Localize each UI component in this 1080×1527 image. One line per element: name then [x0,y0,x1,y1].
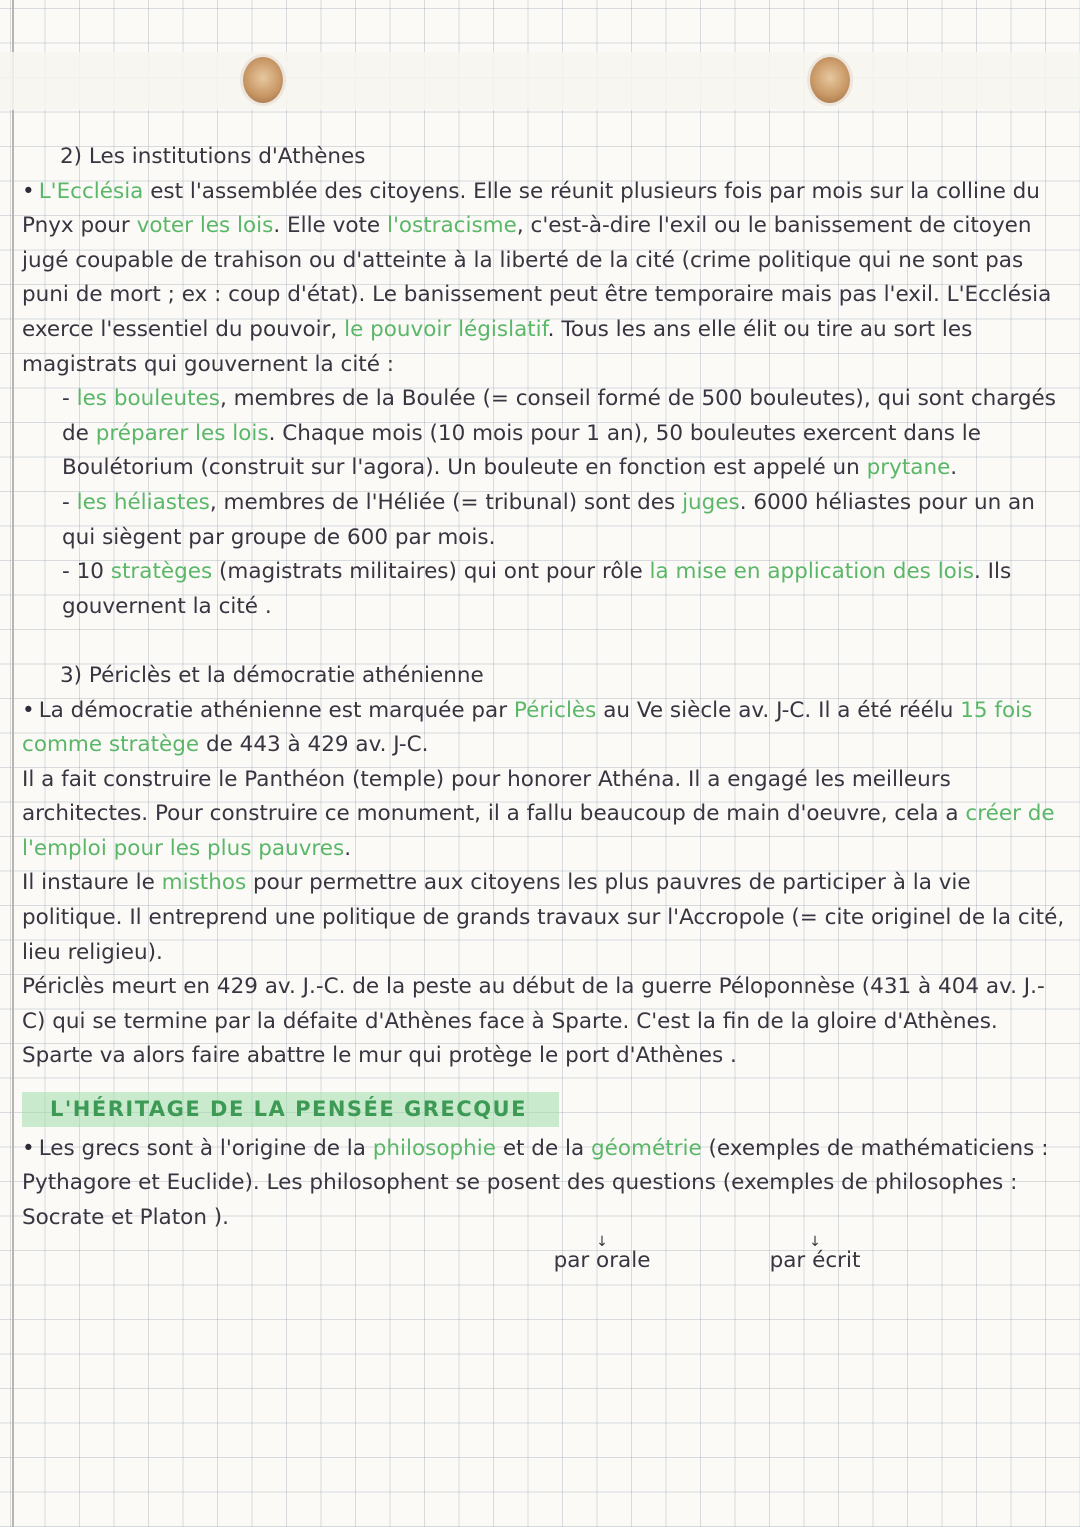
paragraph-pantheon [22,763,1067,867]
list-item-heliastes [22,486,1067,555]
section-pericles [22,659,1067,1074]
highlight-term: stratèges [110,559,213,585]
punch-hole-right [810,57,850,103]
text-run: . Chaque mois (10 mois pour 1 an), 50 bouleutes exercent dans le Boulétorium (construit sur l'agora). Un bouleute en fonction est appelé un [62,420,981,481]
highlight-term: 15 fois comme stratège [22,697,1033,758]
text-run: Les grecs sont à l'origine de la [38,1135,373,1161]
text-run: , membres de la Boulée (= conseil formé de 500 bouleutes), qui sont chargés de [62,386,1056,446]
list-item-bouleutes [22,382,1067,486]
highlight-term: les bouleutes [76,386,220,412]
text-run: et de la [495,1135,592,1161]
text-run: Périclès meurt en 429 av. J.-C. de la peste au début de la guerre Péloponnèse (431 à 404 av. J.-C) qui se termine par la défaite d'Athènes face à Sparte. C'est la fin de la gloire d'Athènes. Sparte va alors faire abattre le mur qui protège le port d'Athènes . [22,974,1045,1069]
margin-line [12,0,14,1527]
text-run: Il a fait construire le Panthéon (temple) pour honorer Athéna. Il a engagé les meilleurs architectes. Pour construire ce monument, il a fallu beaucoup de main d'oeuvre, cela a [22,766,966,827]
text-run: pour permettre aux citoyens les plus pauvres de participer à la vie politique. Il entreprend une politique de grands travaux sur l'Accropole (= cite originel de la cité, lieu religieu). [22,870,1065,965]
text-run: . [950,455,958,481]
text-run: de 443 à 429 av. J-C. [199,732,429,758]
highlight-term: Périclès [513,697,597,723]
text-run: est l'assemblée des citoyens. Elle se réunit plusieurs fois par mois sur la colline du Pnyx pour [22,178,1040,239]
highlight-term: voter les lois [136,213,274,239]
highlight-term: juges [682,489,740,515]
highlight-term: les héliastes [76,489,210,515]
paragraph-heritage [22,1132,1067,1236]
heritage-banner-wrap [22,1092,1067,1128]
heritage-banner: L'HÉRITAGE DE LA PENSÉE GRECQUE [22,1092,559,1127]
highlight-term: philosophie [372,1135,496,1161]
down-arrow-icon: ↓ [596,1234,608,1251]
text-run: . Ils gouvernent la cité . [62,559,1012,619]
annotation-socrate [542,1235,662,1273]
highlight-term: géométrie [591,1135,702,1161]
highlight-term: la mise en application des lois [649,559,975,585]
section-institutions [22,140,1067,624]
highlight-term: préparer les lois [95,420,269,446]
section-heritage [22,1132,1067,1274]
highlight-term: l'ostracisme [387,213,517,239]
text-run: Il instaure le [22,870,162,896]
text-run: - [62,386,77,412]
paragraph-ecclesia [22,175,1067,383]
text-run: , membres de l'Héliée (= tribunal) sont des [209,489,683,515]
notes-content [22,140,1067,1273]
paragraph-misthos [22,866,1067,970]
annotation-socrate-text: par orale [553,1248,651,1274]
highlight-term: misthos [161,870,247,896]
punch-hole-left [243,57,283,103]
binder-band [0,52,1080,110]
annotation-row [22,1235,1067,1273]
section-heading-pericles: 3) Périclès et la démocratie athénienne [60,662,484,688]
down-arrow-icon: ↓ [809,1234,821,1251]
paragraph-pericles-democratie [22,694,1067,763]
highlight-term: L'Ecclésia [38,178,144,204]
text-run: . Elle vote [273,213,387,239]
text-run: (exemples de mathématiciens : Pythagore et Euclide). Les philosophent se posent des questions (exemples de philosophes : Socrate et Platon ). [22,1135,1049,1230]
text-run: - [62,489,77,515]
text-run: La démocratie athénienne est marquée par [38,697,514,723]
text-run: . Tous les ans elle élit ou tire au sort les magistrats qui gouvernent la cité : [22,316,973,377]
section-heading-institutions: 2) Les institutions d'Athènes [60,144,366,169]
text-run: , c'est-à-dire l'exil ou le banissement de citoyen jugé coupable de trahison ou d'atteinte à la liberté de la cité (crime politique qui ne sont pas puni de mort ; ex : coup d'état). Le banissement peut être temporaire mais pas l'exil. L'Ecclésia exerce l'essentiel du pouvoir, [22,213,1052,342]
text-run: . [344,835,352,861]
highlight-term: le pouvoir législatif [344,316,548,342]
text-run: (magistrats militaires) qui ont pour rôle [212,559,650,585]
highlight-term: créer de l'emploi pour les plus pauvres [22,801,1055,861]
annotation-platon [760,1235,870,1273]
annotation-platon-text: par écrit [769,1248,861,1274]
text-run: - 10 [62,559,111,585]
paragraph-mort-pericles [22,970,1067,1074]
text-run: . 6000 héliastes pour un an qui siègent par groupe de 600 par mois. [62,489,1035,550]
spacer [22,624,1067,659]
list-item-strateges [22,555,1067,624]
text-run: au Ve siècle av. J-C. Il a été réélu [596,697,961,723]
highlight-term: prytane [866,455,951,481]
